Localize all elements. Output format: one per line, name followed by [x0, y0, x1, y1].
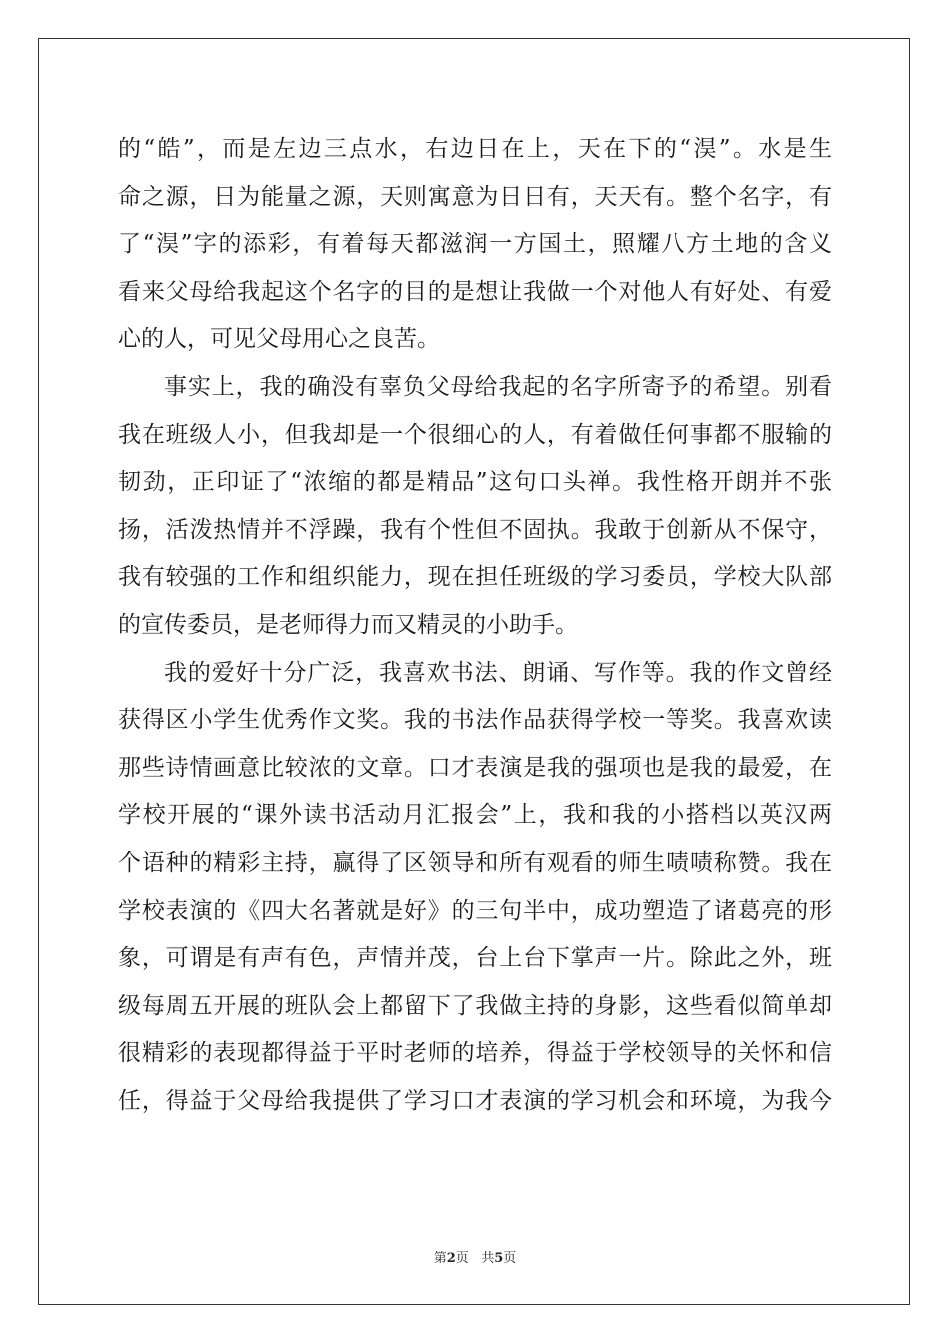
text-line: 事实上，我的确没有辜负父母给我起的名字所寄予的希望。别看 — [164, 373, 832, 400]
page-number-prefix: 第 — [433, 1251, 447, 1266]
text-line: 个语种的精彩主持，赢得了区领导和所有观看的师生啧啧称赞。我在 — [118, 849, 832, 876]
text-line: 我有较强的工作和组织能力，现在担任班级的学习委员，学校大队部 — [118, 564, 832, 591]
total-pages-suffix: 页 — [503, 1251, 517, 1266]
total-pages-prefix: 共 — [481, 1251, 495, 1266]
text-line: 学校表演的《四大名著就是好》的三句半中，成功塑造了诸葛亮的形 — [118, 897, 832, 924]
text-line: 命之源，日为能量之源，天则寓意为日日有，天天有。整个名字，有 — [118, 183, 832, 210]
text-line: 了“淏”字的添彩，有着每天都滋润一方国土，照耀八方土地的含义 — [118, 231, 832, 258]
text-line: 任，得益于父母给我提供了学习口才表演的学习机会和环境，为我今 — [118, 1087, 832, 1114]
total-page-count: 5 — [494, 1251, 504, 1266]
text-line: 我的爱好十分广泛，我喜欢书法、朗诵、写作等。我的作文曾经 — [164, 659, 832, 686]
text-line: 象，可谓是有声有色，声情并茂，台上台下掌声一片。除此之外，班 — [118, 945, 832, 972]
text-line: 获得区小学生优秀作文奖。我的书法作品获得学校一等奖。我喜欢读 — [118, 707, 832, 734]
document-body — [118, 126, 832, 1125]
text-line: 的宣传委员，是老师得力而又精灵的小助手。 — [118, 611, 578, 638]
text-line: 的“皓”，而是左边三点水，右边日在上，天在下的“淏”。水是生 — [118, 136, 832, 162]
text-line: 学校开展的“课外读书活动月汇报会”上，我和我的小搭档以英汉两 — [118, 802, 832, 829]
text-line: 韧劲，正印证了“浓缩的都是精品”这句口头禅。我性格开朗并不张 — [118, 469, 832, 496]
text-line: 心的人，可见父母用心之良苦。 — [118, 326, 440, 353]
text-line: 扬，活泼热情并不浮躁，我有个性但不固执。我敢于创新从不保守， — [118, 516, 832, 543]
text-line: 看来父母给我起这个名字的目的是想让我做一个对他人有好处、有爱 — [118, 278, 832, 305]
text-line: 很精彩的表现都得益于平时老师的培养，得益于学校领导的关怀和信 — [118, 1040, 832, 1067]
text-line: 级每周五开展的班队会上都留下了我做主持的身影，这些看似简单却 — [118, 992, 832, 1019]
text-line: 我在班级人小，但我却是一个很细心的人，有着做任何事都不服输的 — [118, 421, 832, 448]
page-number-suffix: 页 — [455, 1251, 469, 1266]
page-footer — [0, 1247, 950, 1266]
text-line: 那些诗情画意比较浓的文章。口才表演是我的强项也是我的最爱，在 — [118, 754, 832, 781]
current-page-number: 2 — [446, 1251, 456, 1266]
